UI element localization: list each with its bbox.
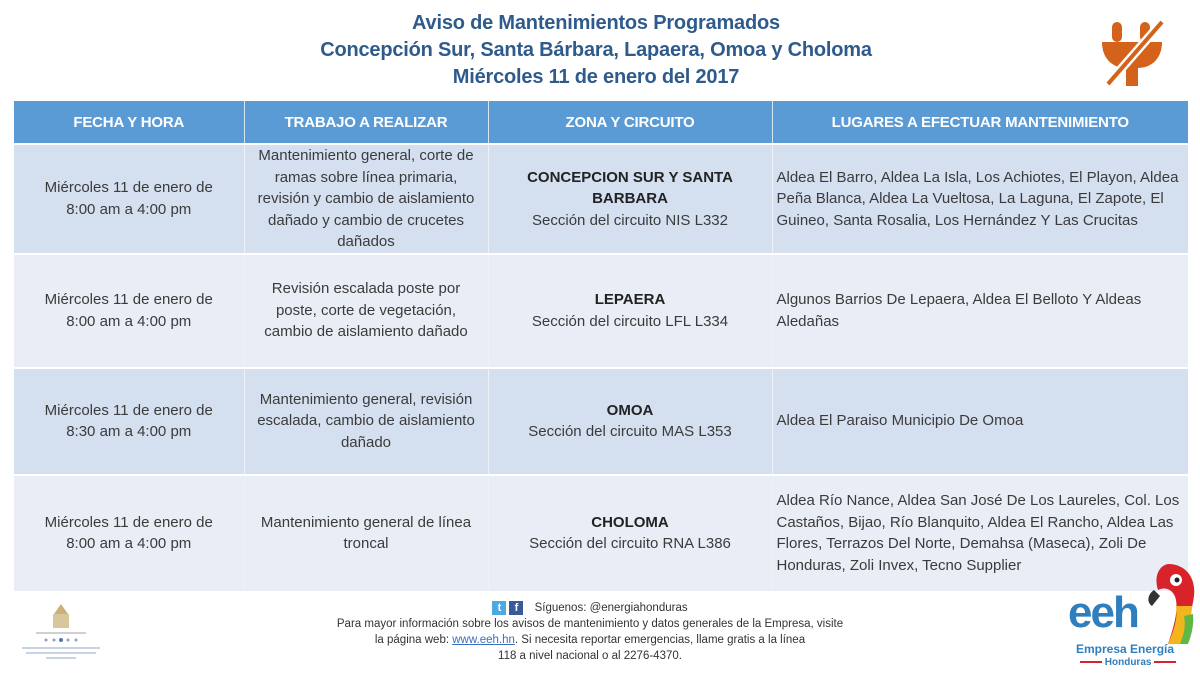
zone-name: CHOLOMA	[591, 513, 669, 531]
unplug-icon	[1098, 16, 1170, 88]
lugares-cell: Aldea Río Nance, Aldea San José De Los Laureles, Col. Los Castaños, Bijao, Río Blanquito, Aldea El Rancho, Aldea Las Flores, Terrazos Del Norte, Demahsa (Maseca), Zoli De Honduras, Zoli Invex, Tecno Supplier	[772, 475, 1188, 591]
zona-cell	[488, 144, 772, 254]
zone-name: LEPAERA	[594, 291, 666, 308]
table-row	[14, 475, 1188, 591]
social-icons	[492, 601, 523, 615]
footer-info	[260, 600, 920, 664]
zona-cell	[488, 475, 772, 591]
table-header-row	[14, 101, 1188, 144]
eeh-wordmark: eeh	[1068, 588, 1138, 637]
fecha-cell: Miércoles 11 de enero de 8:00 am a 4:00 pm	[14, 254, 244, 368]
twitter-icon[interactable]: t	[492, 601, 506, 615]
government-seal-logo	[16, 600, 106, 668]
facebook-icon[interactable]: f	[509, 601, 523, 615]
info-line-3: 118 a nivel nacional o al 2276-4370.	[498, 650, 682, 662]
website-link[interactable]: www.eeh.hn	[452, 634, 515, 646]
eeh-logo	[1068, 560, 1198, 672]
trabajo-cell: Mantenimiento general, revisión escalada, cambio de aislamiento dañado	[244, 368, 488, 475]
info-line-1: Para mayor información sobre los avisos de mantenimiento y datos generales de la Empresa, visite	[336, 618, 844, 630]
notice-title	[0, 10, 1192, 91]
fecha-cell: Miércoles 11 de enero de 8:00 am a 4:00 pm	[14, 144, 244, 254]
table-row	[14, 368, 1188, 475]
info-line-2: la página web: www.eeh.hn. Si necesita reportar emergencias, llame gratis a la línea	[374, 634, 806, 646]
trabajo-cell: Mantenimiento general, corte de ramas sobre línea primaria, revisión y cambio de aislamiento dañado y cambio de crucetes dañados	[244, 144, 488, 254]
maintenance-table	[14, 101, 1188, 591]
title-line-3: Miércoles 11 de enero del 2017	[452, 66, 740, 88]
brand-country: Honduras	[1080, 657, 1176, 668]
zone-name: OMOA	[606, 401, 654, 419]
circuit-label: Sección del circuito LFL L334	[531, 312, 729, 330]
follow-line	[260, 600, 920, 616]
title-line-1: Aviso de Mantenimientos Programados	[412, 12, 780, 34]
fecha-cell: Miércoles 11 de enero de 8:30 am a 4:00 pm	[14, 368, 244, 475]
column-header-lugares: LUGARES A EFECTUAR MANTENIMIENTO	[772, 101, 1188, 144]
title-line-2: Concepción Sur, Santa Bárbara, Lapaera, Omoa y Choloma	[320, 39, 872, 61]
table-row	[14, 144, 1188, 254]
zone-name: CONCEPCION SUR Y SANTA BARBARA	[527, 168, 733, 207]
circuit-label: Sección del circuito RNA L386	[529, 535, 731, 552]
circuit-label: Sección del circuito NIS L332	[532, 211, 728, 229]
fecha-cell: Miércoles 11 de enero de 8:00 am a 4:00 pm	[14, 475, 244, 591]
lugares-cell: Aldea El Paraiso Municipio De Omoa	[772, 368, 1188, 475]
table-row	[14, 254, 1188, 368]
follow-text: Síguenos: @energiahonduras	[534, 602, 688, 614]
column-header-trabajo: TRABAJO A REALIZAR	[244, 101, 488, 144]
brand-name: Empresa Energía	[1076, 642, 1175, 656]
trabajo-cell: Mantenimiento general de línea troncal	[244, 475, 488, 591]
trabajo-cell: Revisión escalada poste por poste, corte de vegetación, cambio de aislamiento dañado	[244, 254, 488, 368]
column-header-fecha: FECHA Y HORA	[14, 101, 244, 144]
lugares-cell: Algunos Barrios De Lepaera, Aldea El Belloto Y Aldeas Aledañas	[772, 254, 1188, 368]
parrot-icon	[1138, 560, 1198, 646]
zona-cell	[488, 368, 772, 475]
column-header-zona: ZONA Y CIRCUITO	[488, 101, 772, 144]
lugares-cell: Aldea El Barro, Aldea La Isla, Los Achiotes, El Playon, Aldea Peña Blanca, Aldea La Vueltosa, La Laguna, El Zapote, El Guineo, Santa Rosalia, Los Hernández Y Las Crucitas	[772, 144, 1188, 254]
circuit-label: Sección del circuito MAS L353	[528, 423, 732, 440]
zona-cell	[488, 254, 772, 368]
